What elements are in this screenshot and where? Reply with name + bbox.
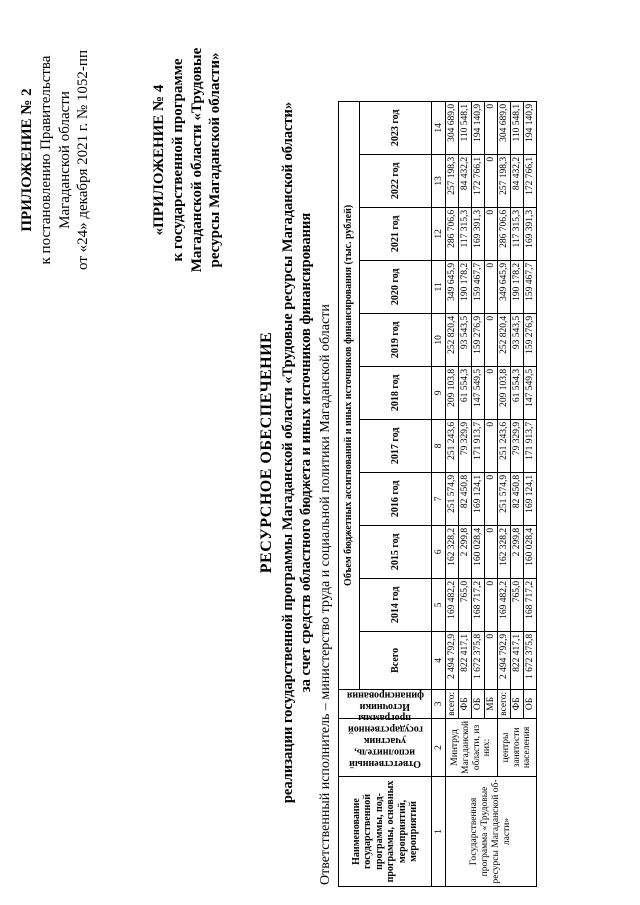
document-title: РЕСУРСНОЕ ОБЕСПЕЧЕНИЕ — [258, 331, 275, 574]
resource-table — [338, 101, 537, 887]
value-cell: 0 — [485, 154, 498, 207]
col-volume-header: Объем бюджетных ассигнований и иных источников финансирования (тыс. рублей) — [339, 101, 360, 689]
col-exec-label: Ответственный исполнитель, участник государственной программы — [347, 712, 423, 770]
value-cell: 79 329,9 — [459, 419, 472, 472]
total-cell: 1 672 375,8 — [472, 631, 485, 689]
value-cell: 171 913,7 — [524, 419, 537, 472]
value-cell: 84 432,2 — [511, 154, 524, 207]
value-cell: 117 315,3 — [459, 207, 472, 260]
year-header: 2017 год — [359, 419, 431, 472]
column-number: 9 — [432, 366, 446, 419]
column-number: 7 — [432, 472, 446, 525]
year-header: 2022 год — [359, 154, 431, 207]
value-cell: 190 178,2 — [459, 260, 472, 313]
year-header: 2023 год — [359, 101, 431, 154]
value-cell: 93 543,5 — [459, 313, 472, 366]
total-cell: 0 — [485, 631, 498, 689]
value-cell: 147 549,5 — [472, 366, 485, 419]
appendix-header — [18, 10, 93, 310]
value-cell: 169 391,3 — [472, 207, 485, 260]
total-cell: 2 494 792,9 — [498, 631, 511, 689]
value-cell: 79 329,9 — [511, 419, 524, 472]
value-cell: 172 766,1 — [524, 154, 537, 207]
column-number: 3 — [432, 689, 446, 718]
value-cell: 162 328,2 — [446, 525, 459, 578]
value-cell: 190 178,2 — [511, 260, 524, 313]
document-subtitle: реализации государственной программы Магаданской области «Трудовые ресурсы Магаданской области» — [280, 101, 296, 804]
value-cell: 169 124,1 — [472, 472, 485, 525]
value-cell: 0 — [485, 101, 498, 154]
document-subtitle-2: за счет средств областного бюджета и иных источников финансирования — [298, 212, 314, 693]
value-cell: 147 549,5 — [524, 366, 537, 419]
value-cell: 169 482,2 — [498, 578, 511, 631]
appendix-line3: от «24» декабря 2021 г. № 1052-пп — [75, 50, 92, 270]
source-cell: ФБ — [459, 689, 472, 718]
year-header: 2019 год — [359, 313, 431, 366]
value-cell: 160 028,4 — [524, 525, 537, 578]
value-cell: 0 — [485, 207, 498, 260]
col-name-header: Наименование государственной программы, под-программы, основных мероприятий, мероприятий — [339, 777, 432, 887]
value-cell: 162 328,2 — [498, 525, 511, 578]
value-cell: 209 103,8 — [446, 366, 459, 419]
value-cell: 2 299,8 — [459, 525, 472, 578]
value-cell: 257 198,3 — [446, 154, 459, 207]
value-cell: 159 276,9 — [472, 313, 485, 366]
value-cell: 251 574,9 — [446, 472, 459, 525]
appendix2-line1: к государственной программе — [169, 58, 186, 262]
column-number: 5 — [432, 578, 446, 631]
total-cell: 2 494 792,9 — [446, 631, 459, 689]
source-cell: МБ — [485, 689, 498, 718]
source-cell: ОБ — [472, 689, 485, 718]
value-cell: 82 450,8 — [459, 472, 472, 525]
column-number: 8 — [432, 419, 446, 472]
year-header: 2020 год — [359, 260, 431, 313]
column-number: 12 — [432, 207, 446, 260]
year-header: 2021 год — [359, 207, 431, 260]
column-number: 2 — [432, 718, 446, 776]
total-cell: 1 672 375,8 — [524, 631, 537, 689]
column-number: 4 — [432, 631, 446, 689]
value-cell: 251 243,6 — [446, 419, 459, 472]
value-cell: 93 543,5 — [511, 313, 524, 366]
value-cell: 257 198,3 — [498, 154, 511, 207]
value-cell: 765,0 — [459, 578, 472, 631]
executor-cell: центры занятости населения — [498, 718, 537, 776]
value-cell: 2 299,8 — [511, 525, 524, 578]
source-cell: ФБ — [511, 689, 524, 718]
value-cell: 159 276,9 — [524, 313, 537, 366]
column-number: 14 — [432, 101, 446, 154]
year-header: 2014 год — [359, 578, 431, 631]
responsible-executor: Ответственный исполнитель – министерство труда и социальной политики Магаданской области — [318, 304, 333, 885]
value-cell: 0 — [485, 366, 498, 419]
value-cell: 349 645,9 — [446, 260, 459, 313]
appendix-header-2 — [150, 10, 225, 310]
value-cell: 169 482,2 — [446, 578, 459, 631]
value-cell: 209 103,8 — [498, 366, 511, 419]
value-cell: 304 689,0 — [446, 101, 459, 154]
value-cell: 159 467,7 — [472, 260, 485, 313]
value-cell: 0 — [485, 578, 498, 631]
value-cell: 160 028,4 — [472, 525, 485, 578]
value-cell: 0 — [485, 525, 498, 578]
value-cell: 251 574,9 — [498, 472, 511, 525]
value-cell: 84 432,2 — [459, 154, 472, 207]
value-cell: 171 913,7 — [472, 419, 485, 472]
value-cell: 61 554,3 — [459, 366, 472, 419]
executor-cell: Минтруд Магаданской области, из них: — [446, 718, 498, 776]
value-cell: 304 689,0 — [498, 101, 511, 154]
value-cell: 765,0 — [511, 578, 524, 631]
total-cell: 822 417,1 — [511, 631, 524, 689]
col-exec-header — [339, 712, 432, 776]
value-cell: 0 — [485, 419, 498, 472]
total-cell: 822 417,1 — [459, 631, 472, 689]
year-header: 2015 год — [359, 525, 431, 578]
value-cell: 168 717,2 — [524, 578, 537, 631]
value-cell: 349 645,9 — [498, 260, 511, 313]
value-cell: 82 450,8 — [511, 472, 524, 525]
column-number: 13 — [432, 154, 446, 207]
column-number: 6 — [432, 525, 446, 578]
value-cell: 252 820,4 — [498, 313, 511, 366]
value-cell: 252 820,4 — [446, 313, 459, 366]
year-header: 2018 год — [359, 366, 431, 419]
column-number: 11 — [432, 260, 446, 313]
value-cell: 0 — [485, 260, 498, 313]
appendix-line2: Магаданской области — [56, 91, 73, 229]
value-cell: 194 140,9 — [472, 101, 485, 154]
value-cell: 169 124,1 — [524, 472, 537, 525]
value-cell: 110 548,1 — [459, 101, 472, 154]
source-cell: всего: — [446, 689, 459, 718]
appendix2-line3: ресурсы Магаданской области» — [207, 52, 224, 268]
value-cell: 286 706,6 — [498, 207, 511, 260]
source-cell: всего: — [498, 689, 511, 718]
value-cell: 61 554,3 — [511, 366, 524, 419]
source-cell: ОБ — [524, 689, 537, 718]
appendix2-title: «ПРИЛОЖЕНИЕ № 4 — [151, 84, 167, 236]
appendix2-line2: Магаданской области «Трудовые — [188, 47, 205, 273]
value-cell: 0 — [485, 472, 498, 525]
value-cell: 168 717,2 — [472, 578, 485, 631]
appendix-line1: к постановлению Правительства — [37, 55, 54, 265]
value-cell: 286 706,6 — [446, 207, 459, 260]
value-cell: 0 — [485, 313, 498, 366]
value-cell: 110 548,1 — [511, 101, 524, 154]
year-header: 2016 год — [359, 472, 431, 525]
program-name-cell: Государственная программа «Трудовые ресурсы Магаданской об-ласти» — [446, 777, 537, 887]
value-cell: 159 467,7 — [524, 260, 537, 313]
col-total-header: Всего — [359, 631, 431, 689]
value-cell: 172 766,1 — [472, 154, 485, 207]
column-number: 1 — [432, 777, 446, 887]
table-row — [446, 101, 459, 886]
col-src-label: Источники финансирования — [346, 689, 424, 712]
column-number: 10 — [432, 313, 446, 366]
value-cell: 251 243,6 — [498, 419, 511, 472]
table-row — [498, 101, 511, 886]
value-cell: 194 140,9 — [524, 101, 537, 154]
appendix-title: ПРИЛОЖЕНИЕ № 2 — [19, 88, 35, 232]
value-cell: 169 391,3 — [524, 207, 537, 260]
value-cell: 117 315,3 — [511, 207, 524, 260]
